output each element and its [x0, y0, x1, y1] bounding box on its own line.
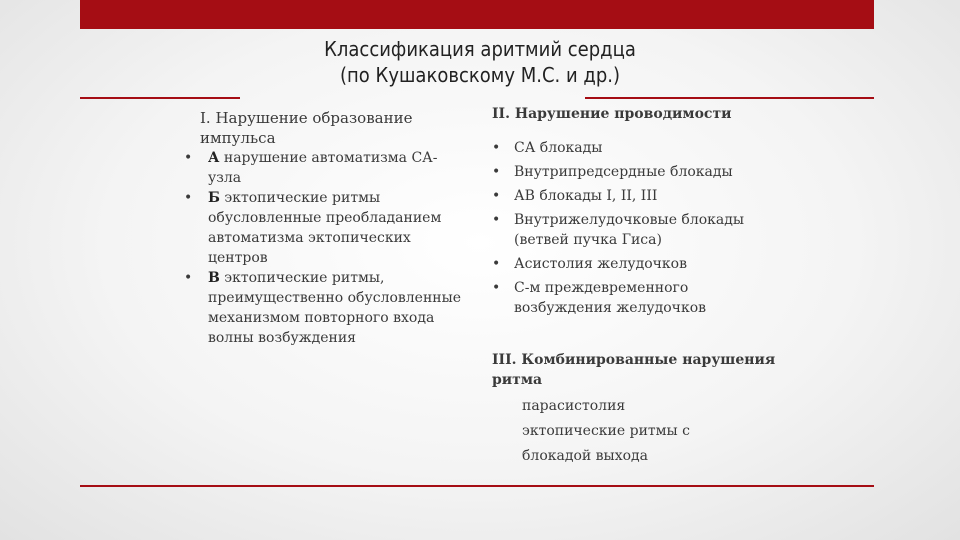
list-item	[180, 268, 470, 348]
right-list	[492, 138, 782, 318]
left-heading-line-1: I. Нарушение образование	[200, 109, 413, 127]
list-item	[492, 138, 782, 158]
item-text: Внутрижелудочковые блокады (ветвей пучка Гиса)	[514, 212, 745, 248]
divider-top-left	[80, 97, 240, 99]
item-text: Внутрипредсердные блокады	[514, 164, 733, 180]
item-letter: Б	[208, 190, 220, 206]
left-column	[180, 108, 470, 348]
bullet-icon: •	[492, 256, 501, 272]
list-item	[492, 254, 782, 274]
bullet-icon: •	[492, 164, 501, 180]
item-letter: В	[208, 270, 220, 286]
list-item	[180, 148, 470, 188]
item-text: СА блокады	[514, 140, 603, 156]
right-heading: II. Нарушение проводимости	[492, 106, 732, 122]
list-item	[492, 210, 782, 250]
item-text: АВ блокады I, II, III	[514, 188, 658, 204]
list-item	[492, 186, 782, 206]
item-text: С-м преждевременного возбуждения желудочков	[514, 280, 707, 316]
divider-top-right	[585, 97, 874, 99]
item-text: Асистолия желудочков	[514, 256, 687, 272]
top-accent-bar	[80, 0, 874, 29]
bullet-icon: •	[492, 212, 501, 228]
bullet-icon: •	[492, 280, 501, 296]
item-text: эктопические ритмы обусловленные преобладанием автоматизма эктопических центров	[208, 190, 442, 266]
combined-sublist	[492, 394, 782, 469]
item-text: нарушение автоматизма СА-узла	[208, 150, 438, 186]
bullet-icon: •	[184, 190, 193, 206]
item-letter: А	[208, 150, 220, 166]
title-line-2: (по Кушаковскому М.С. и др.)	[340, 63, 620, 87]
bullet-icon: •	[184, 150, 193, 166]
sub-item: блокадой выхода	[522, 448, 648, 464]
sub-item: эктопические ритмы с	[522, 423, 690, 439]
bullet-icon: •	[492, 140, 501, 156]
title-line-1: Классификация аритмий сердца	[324, 37, 636, 61]
bullet-icon: •	[492, 188, 501, 204]
item-text: эктопические ритмы, преимущественно обусловленные механизмом повторного входа волны возбуждения	[208, 270, 462, 346]
left-heading	[180, 108, 470, 148]
left-heading-line-2: импульса	[200, 129, 276, 147]
list-item	[492, 278, 782, 318]
right-column	[492, 104, 782, 469]
slide-title	[228, 36, 732, 88]
list-item	[492, 162, 782, 182]
sub-item: парасистолия	[522, 398, 626, 414]
divider-bottom	[80, 485, 874, 487]
left-list	[180, 148, 470, 348]
bullet-icon: •	[184, 270, 193, 286]
combined-heading: III. Комбинированные нарушения ритма	[492, 352, 776, 388]
list-item	[180, 188, 470, 268]
